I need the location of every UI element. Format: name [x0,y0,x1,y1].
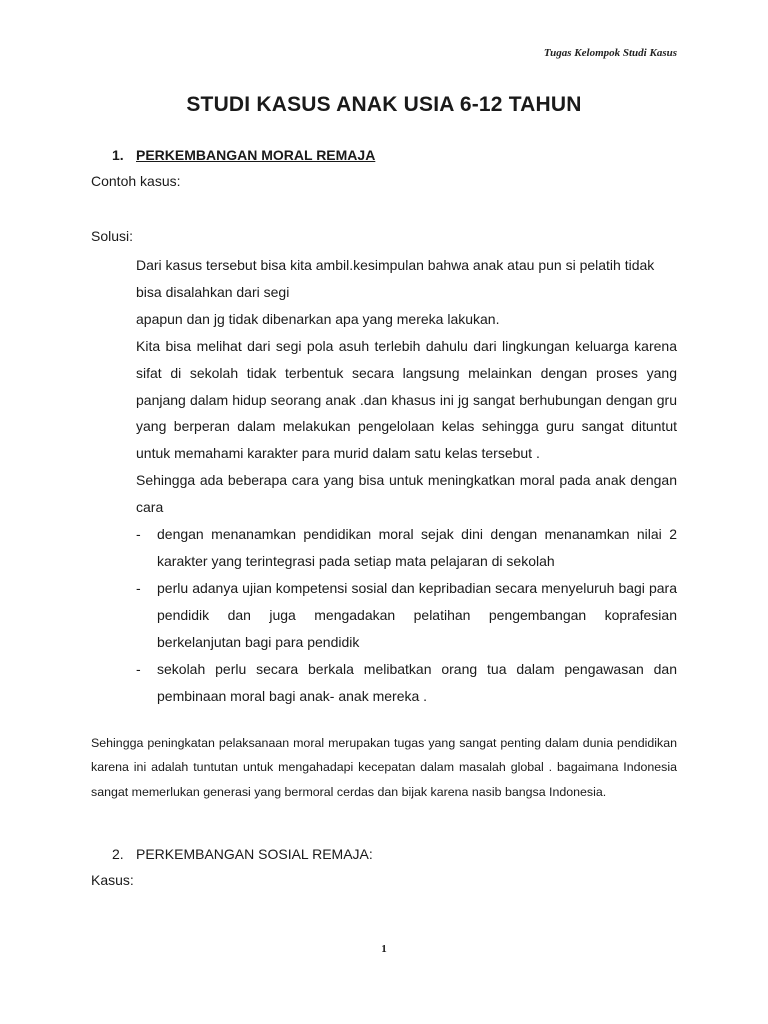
solusi-paragraph-1: Dari kasus tersebut bisa kita ambil.kesimpulan bahwa anak atau pun si pelatih tidak bisa disalahkan dari segi [136,257,655,300]
bullet-dash: - [136,579,141,596]
contoh-kasus-label: Contoh kasus: [91,173,181,189]
solusi-body [136,252,677,709]
section-1-number: 1. [112,147,124,163]
solusi-label: Solusi: [91,228,134,244]
document-title: STUDI KASUS ANAK USIA 6-12 TAHUN [186,93,582,116]
page-number: 1 [381,943,387,955]
solusi-paragraph-4: Sehingga ada beberapa cara yang bisa untuk meningkatkan moral pada anak dengan cara [136,472,677,516]
bullet-item-2 [136,575,677,656]
bullet-dash: - [136,526,141,543]
kasus-label: Kasus: [91,872,134,888]
section-2-number: 2. [112,846,124,862]
solusi-paragraph-3: Kita bisa melihat dari segi pola asuh terlebih dahulu dari lingkungan keluarga karena sifat di sekolah tidak terbentuk secara langsung melainkan dengan proses yang panjang dalam hidup seorang anak .dan khasus ini jg sangat berhubungan dengan gru yang berperan dalam melakukan pengelolaan kelas sehingga guru sangat dituntut untuk memahami karakter para murid dalam satu kelas tersebut . [136,337,677,462]
running-header: Tugas Kelompok Studi Kasus [543,47,677,59]
section-2-title: PERKEMBANGAN SOSIAL REMAJA: [136,846,373,862]
solusi-bullet-list [136,521,677,709]
bullet-dash: - [136,660,141,677]
section-2-heading [112,846,373,862]
section-1-title: PERKEMBANGAN MORAL REMAJA [136,147,376,163]
bullet-item-1 [136,521,677,575]
conclusion-paragraph: Sehingga peningkatan pelaksanaan moral merupakan tugas yang sangat penting dalam dunia pendidikan karena ini adalah tuntutan untuk mengahadapi kecepatan dalam masalah global . bagaimana Indonesia sangat memerlukan generasi yang bermoral cerdas dan bijak karena nasib bangsa Indonesia. [91,736,677,799]
bullet-text-1: dengan menanamkan pendidikan moral sejak dini dengan menanamkan nilai 2 karakter yang terintegrasi pada setiap mata pelajaran di sekolah [157,526,677,569]
section-1-heading [112,147,375,163]
solusi-paragraph-2: apapun dan jg tidak dibenarkan apa yang mereka lakukan. [136,310,500,327]
bullet-text-3: sekolah perlu secara berkala melibatkan orang tua dalam pengawasan dan pembinaan moral bagi anak- anak mereka . [157,660,677,704]
bullet-item-3 [136,656,677,710]
bullet-text-2: perlu adanya ujian kompetensi sosial dan kepribadian secara menyeluruh bagi para pendidik dan juga mengadakan pelatihan pengembangan koprafesian berkelanjutan bagi para pendidik [157,579,677,650]
